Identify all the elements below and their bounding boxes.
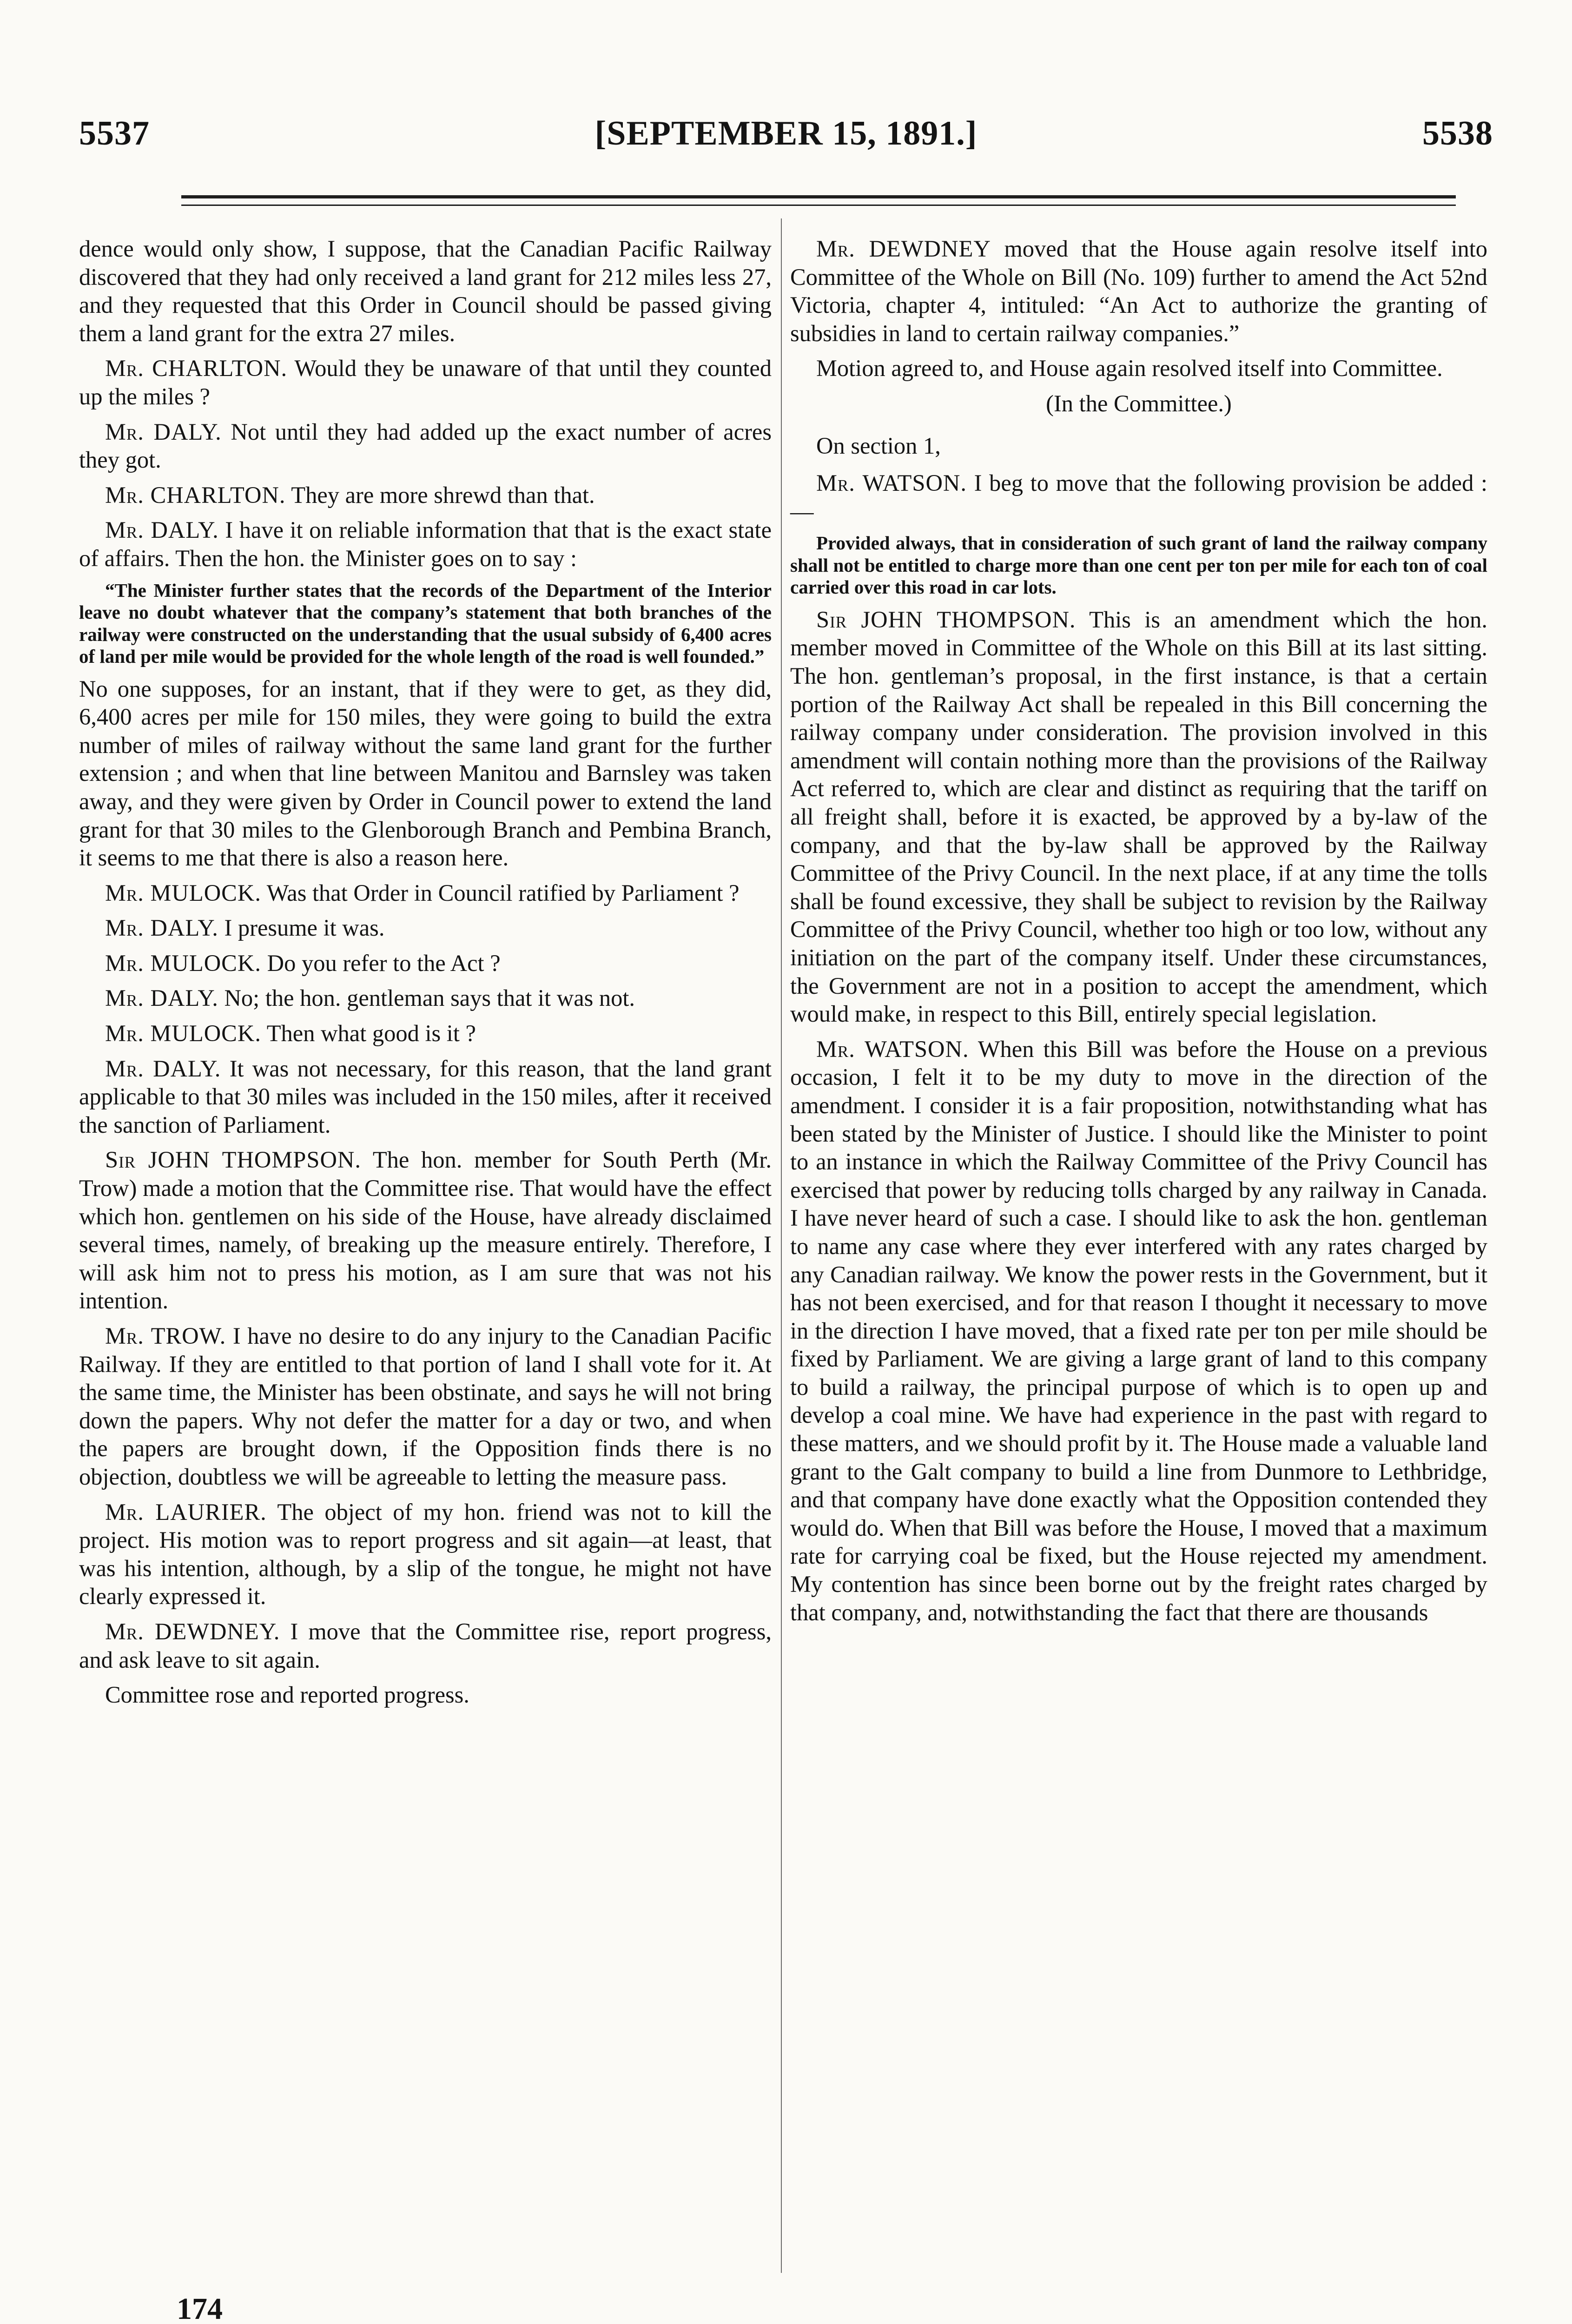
speech-paragraph [790,1035,1487,1626]
quoted-passage [790,532,1487,599]
right-page-number: 5538 [1422,114,1493,152]
speaker-name: Mr. DALY. [105,517,219,543]
speaker-name: Mr. DEWDNEY [816,236,991,262]
text-paragraph [79,235,772,347]
paragraph-text: It was not necessary, for this reason, that the land grant applicable to that 30 miles was included in the 150 miles, after it received the sanction of Parliament. [79,1055,772,1138]
paragraph-text: Was that Order in Council ratified by Parliament ? [266,879,740,906]
speech-paragraph [79,1055,772,1139]
folio-number: 174 [177,2292,223,2324]
paragraph-text: They are more shrewd than that. [291,482,595,508]
column-divider [781,218,782,2273]
paragraph-text: This is an amendment which the hon. member moved in Committee of the Whole on this Bill at its last sitting. The hon. gentleman’s proposal, in the first instance, is that a certain portion of the Railway Act shall be repealed in this Bill concerning the railway company under consideration. The provision involved in this amendment will contain nothing more than the provisions of the Railway Act referred to, which are clear and distinct as requiring that the tariff on all freight shall, before it is exacted, be approved by a by-law of the company, and that the by-law shall be approved by the Railway Committee of the Privy Council. In the next place, if at any time the tolls shall be found excessive, they shall be subject to revision by the Railway Committee of the Privy Council, whether too high or too low, without any initiation on the part of the company itself. Under these circumstances, the Government are not in a position to accept the amendment, which would make, in respect to this Bill, entirely special legislation. [790,606,1487,1027]
paragraph-text: No; the hon. gentleman says that it was not. [224,985,635,1011]
text-paragraph [79,1681,772,1709]
text-paragraph [790,432,1487,460]
speech-paragraph [790,469,1487,525]
speech-paragraph [79,984,772,1012]
header-rule-thin [181,205,1456,206]
text-paragraph [79,675,772,872]
left-page-number: 5537 [79,114,150,152]
speech-paragraph [79,1019,772,1048]
quoted-passage [79,580,772,668]
paragraph-text: Committee rose and reported progress. [105,1682,469,1708]
speaker-name: Mr. LAURIER. [105,1499,267,1525]
paragraph-text: I beg to move that the following provision be added :— [790,470,1488,524]
paragraph-text: Do you refer to the Act ? [267,950,501,976]
paragraph-text: (In the Committee.) [1046,390,1232,416]
paragraph-text: I have no desire to do any injury to the Canadian Pacific Railway. If they are entitled to that portion of land I shall vote for it. At the same time, the Minister has been obstinate, and says he will not bring down the papers. Why not defer the matter for a day or two, and when the papers are brought down, if the Opposition finds there is no objection, doubtless we will be agreeable to letting the measure pass. [79,1323,772,1490]
text-paragraph [790,354,1487,383]
paragraph-text: Not until they had added up the exact number of acres they got. [79,418,772,473]
speech-paragraph [79,879,772,907]
paragraph-text: Then what good is it ? [266,1020,476,1047]
speech-paragraph [790,235,1487,347]
left-column [79,235,772,1716]
paragraph-text: The object of my hon. friend was not to kill the project. His motion was to report progress and sit again—at least, that was his intention, although, by a slip of the tongue, he might not have clearly expressed it. [79,1499,772,1610]
paragraph-text: Motion agreed to, and House again resolved itself into Committee. [816,355,1443,382]
speaker-name: Mr. CHARLTON. [105,355,288,382]
speech-paragraph [79,1146,772,1315]
paragraph-text: On section 1, [816,432,941,459]
speaker-name: Mr. MULOCK. [105,950,261,976]
paragraph-text: I move that the Committee rise, report progress, and ask leave to sit again. [79,1618,772,1673]
speaker-name: Mr. MULOCK. [105,1020,261,1047]
speaker-name: Mr. MULOCK. [105,879,261,906]
paragraph-text: “The Minister further states that the records of the Department of the Interior leave no doubt whatever that the company’s statement that both branches of the railway were constructed on the understanding that the usual subsidy of 6,400 acres of land per mile would be provided for the whole length of the road is well founded.” [79,579,772,667]
paragraph-text: Would they be unaware of that until they counted up the miles ? [79,355,772,409]
speaker-name: Mr. DEWDNEY. [105,1618,280,1644]
speaker-name: Mr. TROW. [105,1323,226,1349]
speaker-name: Mr. WATSON. [816,1036,969,1062]
speech-paragraph [79,1618,772,1674]
speech-paragraph [79,418,772,474]
speech-paragraph [79,914,772,942]
paragraph-text: dence would only show, I suppose, that the Canadian Pacific Railway discovered that they had only received a land grant for 212 miles less 27, and they requested that this Order in Council should be passed giving them a land grant for the extra 27 miles. [79,236,772,346]
speaker-name: Sir JOHN THOMPSON. [816,606,1076,633]
header-date: [SEPTEMBER 15, 1891.] [594,114,978,152]
paragraph-text: The hon. member for South Perth (Mr. Trow) made a motion that the Committee rise. That would have the effect which hon. gentlemen on his side of the House, have already disclaimed several times, namely, of breaking up the measure entirely. Therefore, I will ask him not to press his motion, as I am sure that was not his intention. [79,1147,772,1314]
speech-paragraph [790,606,1487,1028]
speaker-name: Mr. DALY. [105,915,218,941]
speaker-name: Mr. WATSON. [816,470,967,496]
speaker-name: Mr. DALY. [105,1055,221,1082]
paragraph-text: Provided always, that in consideration of such grant of land the railway company shall not be entitled to charge more than one cent per ton per mile for each ton of coal carried over this road in car lots. [790,532,1487,598]
speech-paragraph [79,1322,772,1491]
paragraph-text: No one supposes, for an instant, that if they were to get, as they did, 6,400 acres per mile for 150 miles, they were going to build the extra number of miles of railway without the same land grant for the further extension ; and when that line between Manitou and Barnsley was taken away, and they were given by Order in Council power to extend the land grant for that 30 miles to the Glenborough Branch and Pembina Branch, it seems to me that there is also a reason here. [79,675,772,871]
speaker-name: Mr. CHARLTON. [105,482,286,508]
header-rule-thick [181,195,1456,198]
page-header [79,114,1493,170]
paragraph-text: moved that the House again resolve itself into Committee of the Whole on Bill (No. 109) further to amend the Act 52nd Victoria, chapter 4, intituled: “An Act to authorize the granting of subsidies in land to certain railway companies.” [790,236,1488,346]
speech-paragraph [79,354,772,410]
text-paragraph [790,390,1487,418]
paragraph-text: When this Bill was before the House on a previous occasion, I felt it to be my duty to move in the direction of the amendment. I consider it is a fair proposition, notwithstanding what has been stated by the Minister of Justice. I should like the Minister to point to an instance in which the Railway Committee of the Privy Council has exercised that power by reducing tolls charged by any railway in Canada. I have never heard of such a case. I should like to ask the hon. gentleman to name any case where they ever interfered with any rates charged by any Canadian railway. We know the power rests in the Government, but it has not been exercised, and for that reason I thought it necessary to move in the direction I have moved, that a fixed rate per ton per mile should be fixed by Parliament. We are giving a large grant of land to this company to build a railway, the principal purpose of which is to open up and develop a coal mine. We have had experience in the past with regard to these matters, and we should profit by it. The House made a valuable land grant to the Galt company to build a line from Dunmore to Lethbridge, and that company have done exactly what the Opposition contended they would do. When that Bill was before the House, I moved that a maximum rate for carrying coal be fixed, but the House rejected my amendment. My contention has since been borne out by the freight rates charged by that company, and, notwithstanding the fact that there are thousands [790,1036,1487,1625]
right-column [790,235,1487,1633]
speech-paragraph [79,1498,772,1611]
speaker-name: Mr. DALY. [105,418,222,445]
paragraph-text: I presume it was. [224,915,385,941]
speech-paragraph [79,516,772,572]
paragraph-text: I have it on reliable information that that is the exact state of affairs. Then the hon. the Minister goes on to say : [79,517,772,571]
speaker-name: Sir JOHN THOMPSON. [105,1147,362,1173]
speaker-name: Mr. DALY. [105,985,218,1011]
speech-paragraph [79,481,772,509]
speech-paragraph [79,949,772,977]
